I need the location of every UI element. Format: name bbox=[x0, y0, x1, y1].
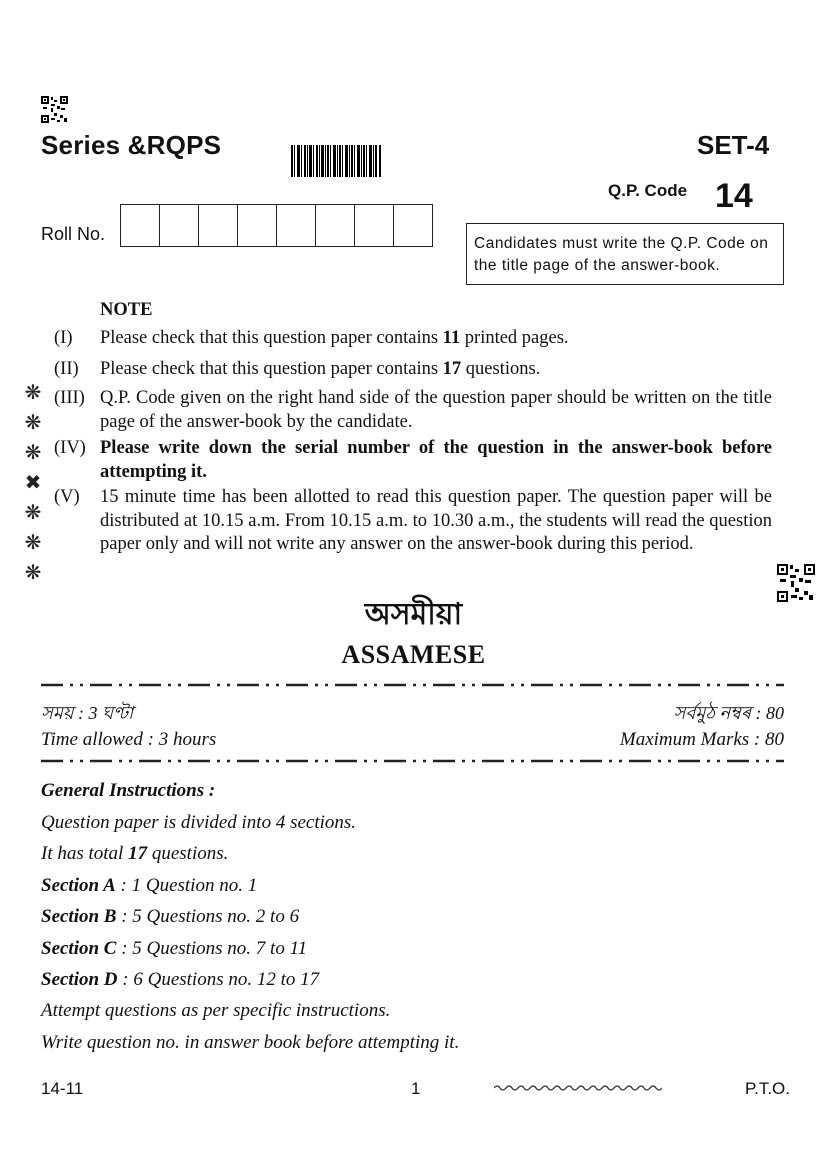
note-bold-value: 17 bbox=[442, 359, 462, 379]
time-allowed-english: Time allowed : 3 hours bbox=[41, 729, 217, 750]
instruction-divided: Question paper is divided into 4 sections. bbox=[41, 812, 357, 833]
squiggle-line bbox=[494, 1083, 662, 1093]
roll-number-box[interactable] bbox=[238, 205, 277, 246]
set-number: SET-4 bbox=[697, 130, 770, 160]
roll-number-box[interactable] bbox=[394, 205, 432, 246]
instruction-attempt: Attempt questions as per specific instructions. bbox=[41, 1000, 391, 1021]
note-text: Please check that this question paper contains bbox=[100, 359, 443, 379]
asterisk-icon: ❋ bbox=[24, 412, 42, 434]
note-text: questions. bbox=[461, 359, 541, 379]
section-line bbox=[41, 906, 299, 928]
note-text: Q.P. Code given on the right hand side of the question paper should be written on the title page of the answer-book by the candidate. bbox=[100, 388, 772, 432]
note-bold-value: 11 bbox=[442, 328, 461, 348]
section-name: Section D bbox=[41, 969, 118, 990]
note-item bbox=[54, 358, 772, 382]
section-name: Section C bbox=[41, 938, 117, 959]
qp-code-value: 14 bbox=[715, 177, 753, 215]
note-heading: NOTE bbox=[100, 300, 153, 320]
pto-label: P.T.O. bbox=[744, 1079, 790, 1098]
max-marks-english: Maximum Marks : 80 bbox=[619, 729, 784, 750]
candidate-notice-box: Candidates must write the Q.P. Code on the title page of the answer-book. bbox=[466, 223, 784, 285]
section-desc: : 1 Question no. 1 bbox=[115, 875, 258, 896]
section-name: Section A bbox=[41, 875, 116, 896]
cross-icon: ✖ bbox=[24, 472, 42, 494]
note-text-bold: Please write down the serial number of the question in the answer-book before attempting it. bbox=[100, 438, 772, 482]
section-desc: : 5 Questions no. 2 to 6 bbox=[116, 906, 300, 927]
qr-code-icon bbox=[41, 96, 68, 123]
instruction-total: It has total 17 questions. bbox=[41, 843, 229, 864]
qp-code-label: Q.P. Code bbox=[608, 181, 688, 200]
dash-dot-divider bbox=[41, 758, 784, 764]
roll-number-boxes bbox=[120, 204, 433, 247]
time-allowed-assamese: সময় : 3 ঘণ্টা bbox=[41, 703, 134, 723]
asterisk-icon: ❋ bbox=[24, 442, 42, 464]
note-item bbox=[54, 327, 772, 351]
section-name: Section B bbox=[41, 906, 117, 927]
note-number: (V) bbox=[54, 487, 80, 507]
note-item bbox=[54, 486, 772, 557]
note-number: (I) bbox=[54, 328, 73, 348]
section-desc: : 6 Questions no. 12 to 17 bbox=[117, 969, 320, 990]
roll-number-box[interactable] bbox=[316, 205, 355, 246]
note-text: printed pages. bbox=[460, 328, 569, 348]
roll-number-box[interactable] bbox=[355, 205, 394, 246]
dash-dot-divider bbox=[41, 682, 784, 688]
section-line bbox=[41, 969, 319, 991]
section-line bbox=[41, 875, 257, 897]
asterisk-icon: ❋ bbox=[24, 532, 42, 554]
roll-number-box[interactable] bbox=[199, 205, 238, 246]
subject-title-assamese: অসমীয়া bbox=[364, 598, 463, 631]
barcode-icon bbox=[291, 145, 381, 177]
note-item bbox=[54, 387, 772, 434]
roll-number-box[interactable] bbox=[160, 205, 199, 246]
section-desc: : 5 Questions no. 7 to 11 bbox=[116, 938, 308, 959]
asterisk-icon: ❋ bbox=[24, 382, 42, 404]
roll-number-box[interactable] bbox=[277, 205, 316, 246]
section-line bbox=[41, 938, 307, 960]
note-text: 15 minute time has been allotted to read this question paper. The question paper will be distributed at 10.15 a.m. From 10.15 a.m. to 10.30 a.m., the students will read the question paper only and will not write any answer on the answer-book during this period. bbox=[100, 487, 772, 554]
note-number: (II) bbox=[54, 359, 79, 379]
page-number: 1 bbox=[411, 1079, 421, 1098]
subject-title-english: ASSAMESE bbox=[341, 640, 486, 669]
note-text: Please check that this question paper contains bbox=[100, 328, 443, 348]
note-number: (III) bbox=[54, 388, 85, 408]
general-instructions-heading: General Instructions : bbox=[41, 780, 216, 801]
note-item bbox=[54, 437, 772, 484]
roll-number-box[interactable] bbox=[121, 205, 160, 246]
margin-marks bbox=[22, 378, 44, 588]
asterisk-icon: ❋ bbox=[24, 562, 42, 584]
asterisk-icon: ❋ bbox=[24, 502, 42, 524]
series-code: Series &RQPS bbox=[41, 130, 222, 160]
footer-code: 14-11 bbox=[41, 1079, 84, 1098]
roll-number-label: Roll No. bbox=[41, 224, 106, 244]
max-marks-assamese: সৰ্বমুঠ নম্বৰ : 80 bbox=[673, 703, 784, 723]
note-number: (IV) bbox=[54, 438, 86, 458]
instruction-write: Write question no. in answer book before attempting it. bbox=[41, 1032, 460, 1053]
